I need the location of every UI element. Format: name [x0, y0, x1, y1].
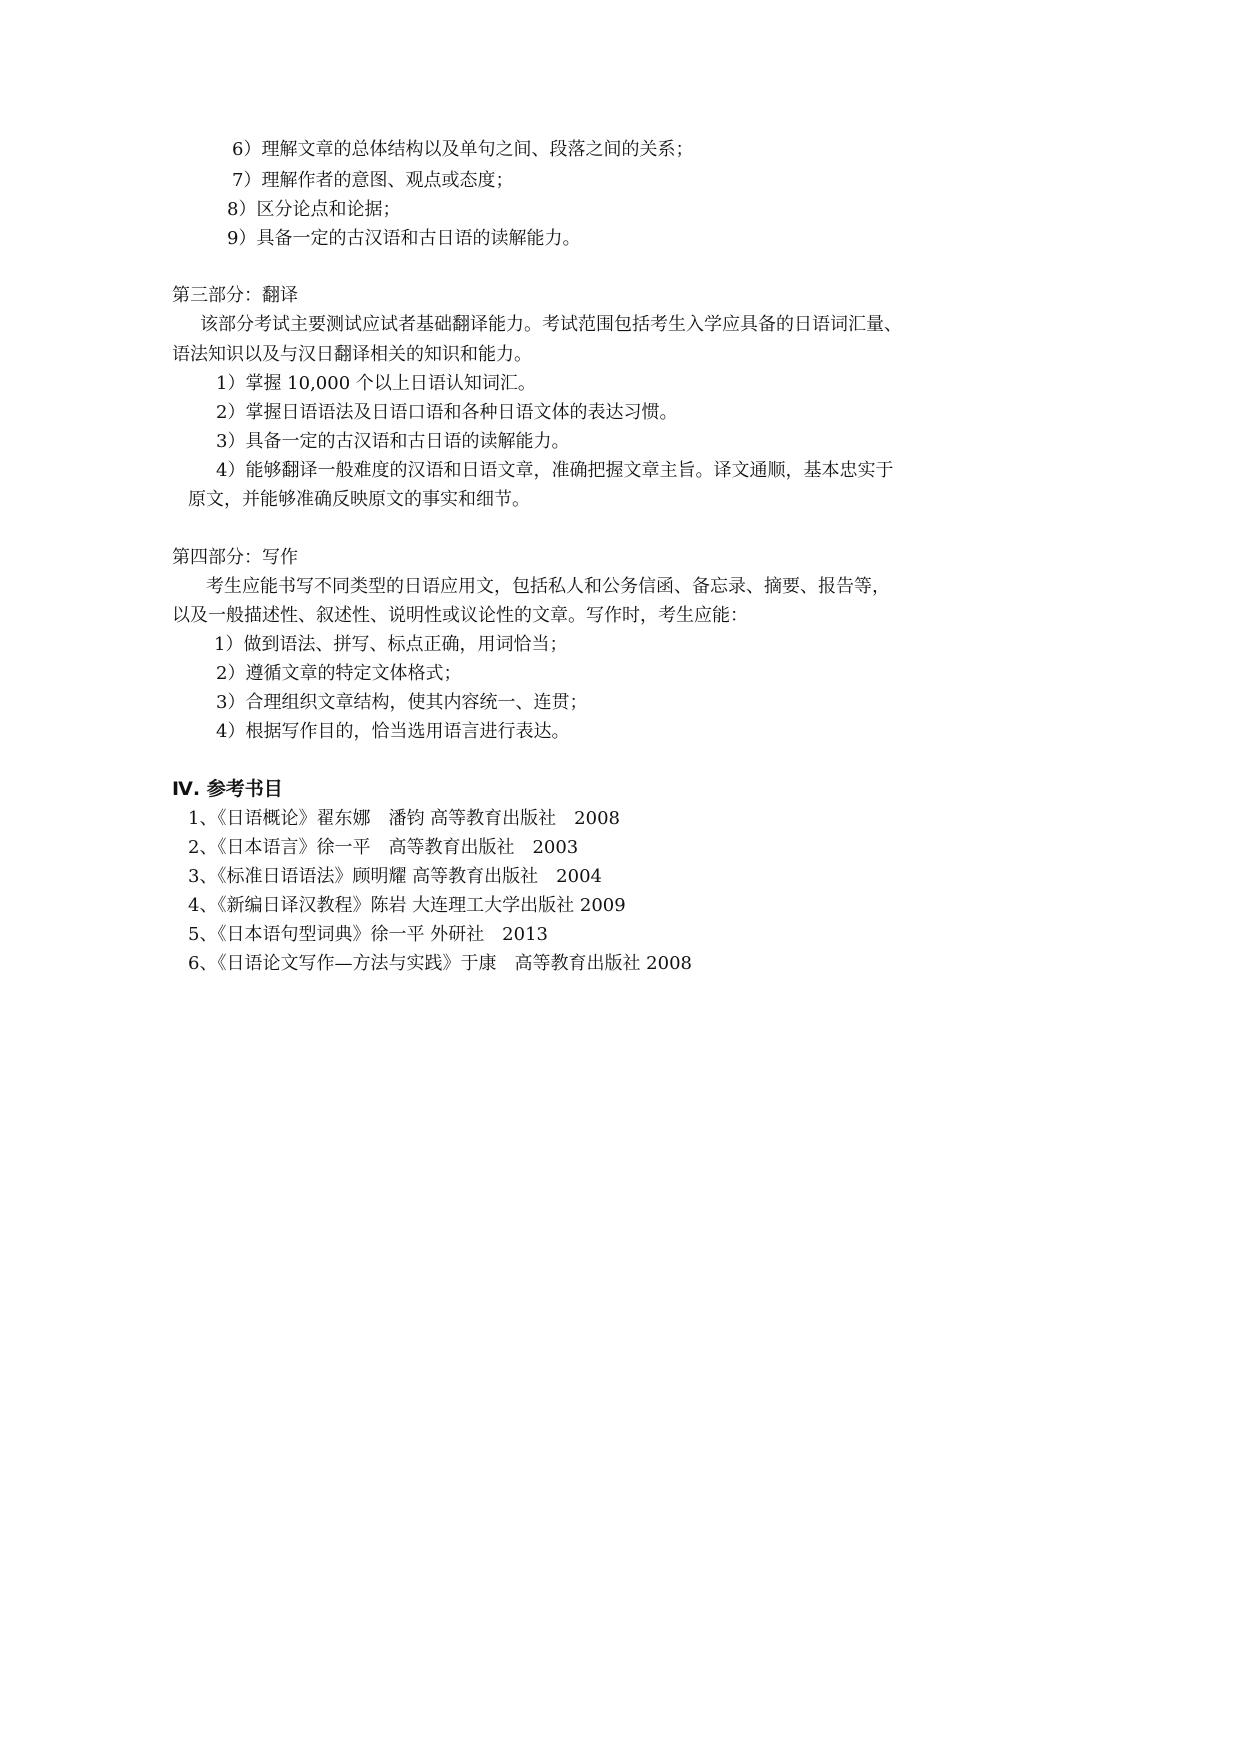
- part4-intro-line1: 考生应能书写不同类型的日语应用文，包括私人和公务信函、备忘录、摘要、报告等，: [206, 576, 890, 597]
- part4-title: 第四部分：写作: [172, 547, 298, 568]
- part3-item-3: 3）具备一定的古汉语和古日语的读解能力。: [216, 431, 570, 452]
- part4-item-3: 3）合理组织文章结构，使其内容统一、连贯；: [216, 692, 588, 713]
- part3-intro-line2: 语法知识以及与汉日翻译相关的知识和能力。: [172, 344, 532, 365]
- reference-item-5: 5、《日本语句型词典》徐一平 外研社 2013: [188, 924, 548, 945]
- reading-item-9: 9）具备一定的古汉语和古日语的读解能力。: [227, 228, 581, 249]
- reference-item-2: 2、《日本语言》徐一平 高等教育出版社 2003: [188, 837, 579, 858]
- references-title: Ⅳ. 参考书目: [172, 778, 283, 800]
- reading-item-6: 6）理解文章的总体结构以及单句之间、段落之间的关系；: [232, 139, 694, 160]
- part4-item-2: 2）遵循文章的特定文体格式；: [216, 663, 462, 684]
- reading-item-8: 8）区分论点和论据；: [227, 199, 401, 220]
- part4-intro-line2: 以及一般描述性、叙述性、说明性或议论性的文章。写作时，考生应能：: [172, 605, 748, 626]
- reference-item-4: 4、《新编日译汉教程》陈岩 大连理工大学出版社 2009: [188, 895, 626, 916]
- reference-item-1: 1、《日语概论》翟东娜 潘钧 高等教育出版社 2008: [188, 808, 620, 829]
- part3-item-4: 4）能够翻译一般难度的汉语和日语文章，准确把握文章主旨。译文通顺，基本忠实于: [216, 460, 894, 481]
- part3-item-4-cont: 原文，并能够准确反映原文的事实和细节。: [188, 489, 530, 510]
- part3-item-2: 2）掌握日语语法及日语口语和各种日语文体的表达习惯。: [216, 402, 678, 423]
- reference-item-3: 3、《标准日语语法》顾明耀 高等教育出版社 2004: [188, 866, 602, 887]
- reference-item-6: 6、《日语论文写作—方法与实践》于康 高等教育出版社 2008: [188, 953, 692, 974]
- part3-title: 第三部分：翻译: [172, 285, 298, 306]
- part4-item-4: 4）根据写作目的，恰当选用语言进行表达。: [216, 721, 570, 742]
- part3-intro-line1: 该部分考试主要测试应试者基础翻译能力。考试范围包括考生入学应具备的日语词汇量、: [200, 314, 902, 335]
- part4-item-1: 1）做到语法、拼写、标点正确，用词恰当；: [214, 634, 568, 655]
- reading-item-7: 7）理解作者的意图、观点或态度；: [232, 170, 514, 191]
- part3-item-1: 1）掌握 10,000 个以上日语认知词汇。: [216, 373, 536, 394]
